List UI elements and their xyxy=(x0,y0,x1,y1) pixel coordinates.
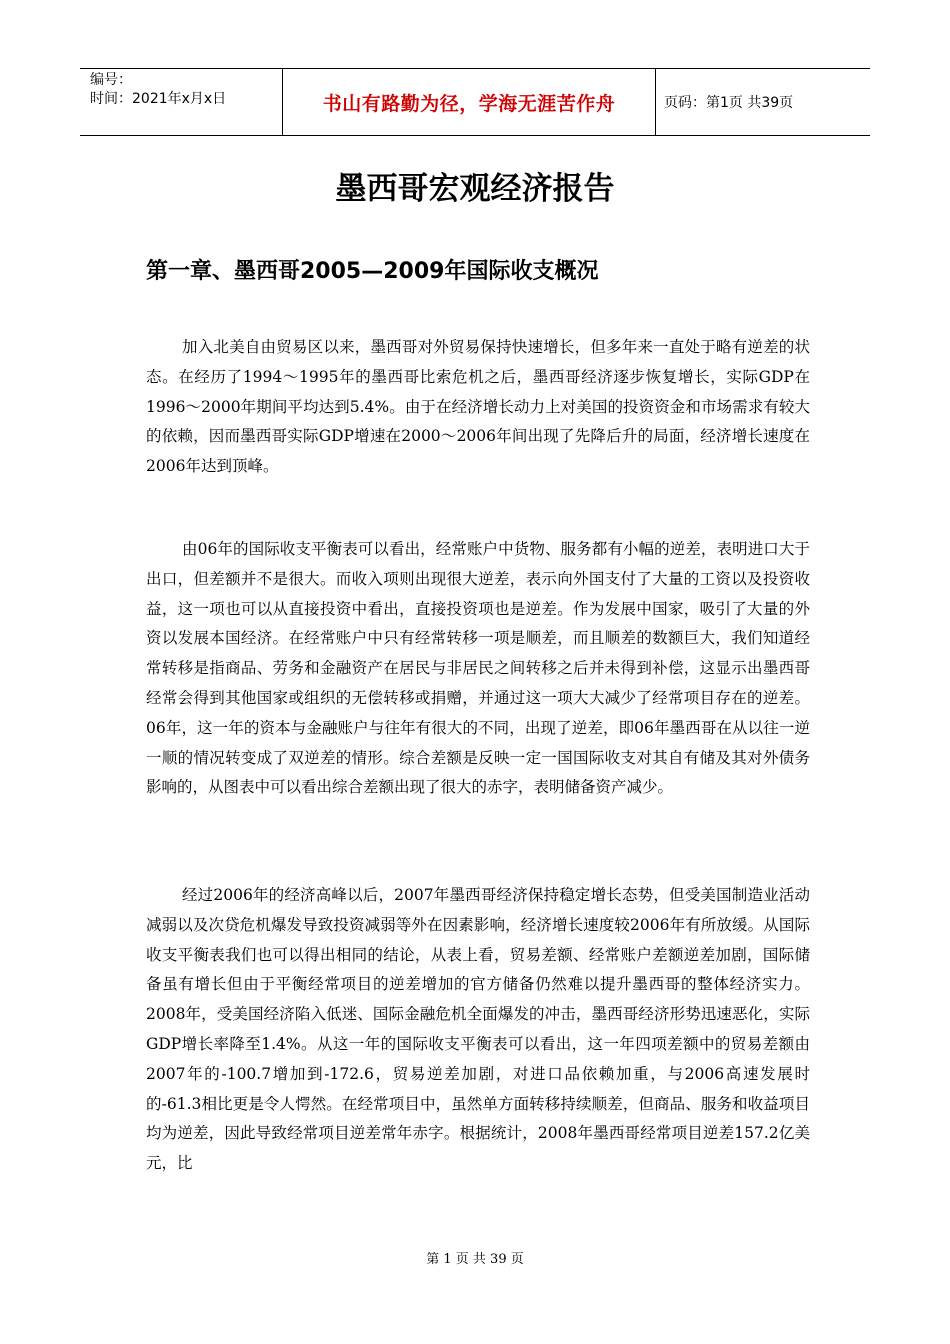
body-paragraph: 由06年的国际收支平衡表可以看出，经常账户中货物、服务都有小幅的逆差，表明进口大于出口，但差额并不是很大。而收入项则出现很大逆差，表示向外国支付了大量的工资以及投资收益，这一项也可以从直接投资中看出，直接投资项也是逆差。作为发展中国家，吸引了大量的外资以发展本国经济。在经常账户中只有经常转移一项是顺差，而且顺差的数额巨大，我们知道经常转移是指商品、劳务和金融资产在居民与非居民之间转移之后并未得到补偿，这显示出墨西哥经常会得到其他国家或组织的无偿转移或捐赠，并通过这一项大大减少了经常项目存在的逆差。06年，这一年的资本与金融账户与往年有很大的不同，出现了逆差，即06年墨西哥在从以往一逆一顺的情况转变成了双逆差的情形。综合差额是反映一定一国国际收支对其自有储及其对外债务影响的，从图表中可以看出综合差额出现了很大的赤字，表明储备资产减少。 xyxy=(146,540,810,797)
document-title: 墨西哥宏观经济报告 xyxy=(335,171,615,207)
body-paragraph: 加入北美自由贸易区以来，墨西哥对外贸易保持快速增长，但多年来一直处于略有逆差的状态。在经历了1994～1995年的墨西哥比索危机之后，墨西哥经济逐步恢复增长，实际GDP在1996～2000年期间平均达到5.4%。由于在经济增长动力上对美国的投资资金和市场需求有较大的依赖，因而墨西哥实际GDP增速在2000～2006年间出现了先降后升的局面，经济增长速度在2006年达到顶峰。 xyxy=(146,338,810,476)
page-header xyxy=(80,68,870,136)
header-motto: 书山有路勤为径，学海无涯苦作舟 xyxy=(322,92,616,115)
chapter-title: 第一章、墨西哥2005—2009年国际收支概况 xyxy=(146,259,599,284)
header-meta-cell xyxy=(80,69,282,135)
header-page-info: 页码：第1页 共39页 xyxy=(664,95,794,111)
page-footer: 第 1 页 共 39 页 xyxy=(426,1252,524,1267)
document-date-label: 时间：2021年x月x日 xyxy=(90,91,227,107)
header-page-cell xyxy=(656,69,870,135)
body-paragraph: 经过2006年的经济高峰以后，2007年墨西哥经济保持稳定增长态势，但受美国制造业活动减弱以及次贷危机爆发导致投资减弱等外在因素影响，经济增长速度较2006年有所放缓。从国际收支平衡表我们也可以得出相同的结论，从表上看，贸易差额、经常账户差额逆差加剧，国际储备虽有增长但由于平衡经常项目的逆差增加的官方储备仍然难以提升墨西哥的整体经济实力。2008年，受美国经济陷入低迷、国际金融危机全面爆发的冲击，墨西哥经济形势迅速恶化，实际GDP增长率降至1.4%。从这一年的国际收支平衡表可以看出，这一年四项差额中的贸易差额由2007年的-100.7增加到-172.6，贸易逆差加剧，对进口品依赖加重，与2006高速发展时的-61.3相比更是令人愕然。在经常项目中，虽然单方面转移持续顺差，但商品、服务和收益项目均为逆差，因此导致经常项目逆差常年赤字。根据统计，2008年墨西哥经常项目逆差157.2亿美元，比 xyxy=(146,886,810,1173)
header-motto-cell xyxy=(282,69,656,135)
document-number-label: 编号： xyxy=(90,72,132,88)
